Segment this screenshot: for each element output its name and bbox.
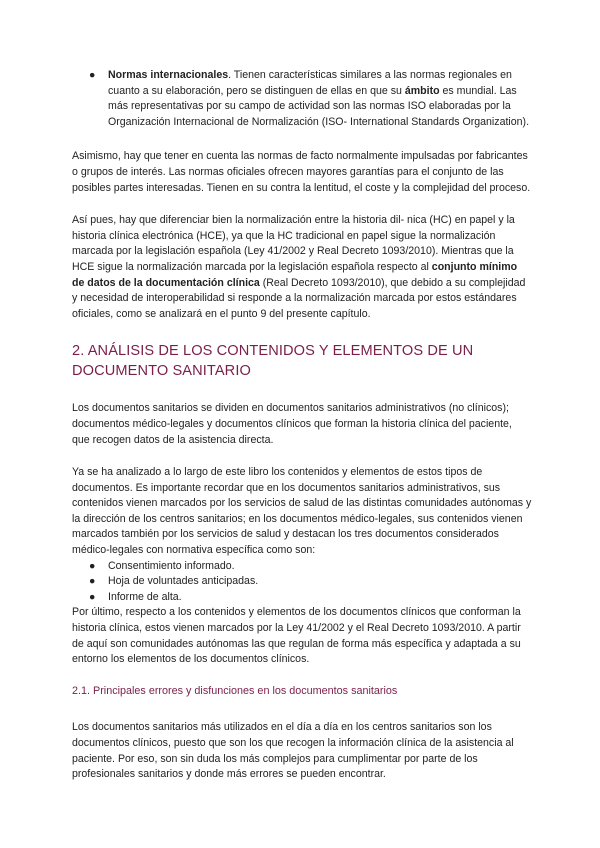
- bullet-icon: ●: [89, 590, 96, 603]
- list-item: ● Informe de alta.: [72, 590, 532, 606]
- bold-lead: Normas internacionales: [108, 69, 229, 81]
- section-heading: 2. ANÁLISIS DE LOS CONTENIDOS Y ELEMENTOS DE UN DOCUMENTO SANITARIO: [72, 343, 474, 379]
- bullet-icon: ●: [89, 69, 96, 81]
- paragraph-clinical-docs: Por último, respecto a los contenidos y elementos de los documentos clínicos que conforman la historia clínica, estos vienen marcados por la Ley 41/2002 y el Real Decreto 1093/2010. A partir de aquí son comunidades autónomas las que regulan de forma más específica y adaptada a su entorno los elementos de los documentos clínicos.: [72, 606, 521, 666]
- paragraph-de-facto-standards: Asimismo, hay que tener en cuenta las normas de facto normalmente impulsadas por fabricantes o grupos de interés. Las normas oficiales ofrecen mayores garantías para el conjunto de las posibles partes interesadas. Tienen en su contra la lentitud, el coste y la complejidad del proceso.: [72, 150, 531, 194]
- paragraph-errors: Los documentos sanitarios más utilizados en el día a día en los centros sanitarios son los documentos clínicos, puesto que son los que recogen la información clínica de la asistencia al paciente. Por eso, son sin duda los más complejos para cumplimentar por parte de los profesionales sanitarios y donde más errores se pueden encontrar.: [72, 721, 514, 781]
- bullet-icon: ●: [89, 575, 96, 588]
- bullet-text: Normas internacionales. Tienen características similares a las normas regionales en cuanto a su elaboración, pero se distinguen de ellas en que su ámbito es mundial. Las más representativas por su campo de actividad son las normas ISO elaboradas por la Organización Internacional de Normalización (ISO- International Standards Organization).: [108, 69, 530, 128]
- paragraph-hc-hce: Así pues, hay que diferenciar bien la normalización entre la historia dil- nica (HC) en papel y la historia clínica electrónica (HCE), ya que la HC tradicional en papel sigue la normalización marcada por la legislación española (Ley 41/2002 y Real Decreto 1093/2010). Mientras que la HCE sigue la normalización marcada por la legislación española respecto al conjunto mínimo de datos de la documentación clínica (Real Decreto 1093/2010), que debido a su complejidad y necesidad de interoperabilidad si responde a la normalización marcada por estos estándares oficiales, como se analizará en el punto 9 del presente capítulo.: [72, 214, 526, 320]
- bold-ambito: ámbito: [404, 84, 440, 97]
- bold-cmdc: conjunto mínimo de datos de la documentación clínica: [72, 260, 518, 289]
- list-item: ● Consentimiento informado.: [72, 559, 532, 575]
- subsection-heading: 2.1. Principales errores y disfunciones en los documentos sanitarios: [72, 684, 398, 697]
- medico-legal-list: [72, 559, 532, 606]
- paragraph-document-types: Los documentos sanitarios se dividen en documentos sanitarios administrativos (no clínicos); documentos médico-legales y documentos clínicos que forman la historia clínica del paciente, que recogen datos de la asistencia directa.: [72, 402, 512, 446]
- paragraph-contents-elements: Ya se ha analizado a lo largo de este libro los contenidos y elementos de estos tipos de documentos. Es importante recordar que en los documentos sanitarios administrativos, sus contenidos vienen marcados por los servicios de salud de las distintas comunidades autónomas y la dirección de los centros sanitarios; en los documentos médico-legales, sus contenidos vienen marcados también por los servicios de salud y destacan los tres documentos considerados médico-legales con normativa específica como son:: [72, 466, 532, 557]
- bullet-icon: ●: [89, 559, 96, 572]
- international-standards-bullet: [72, 68, 532, 130]
- list-item: ● Hoja de voluntades anticipadas.: [72, 574, 532, 590]
- document-page: [72, 68, 532, 783]
